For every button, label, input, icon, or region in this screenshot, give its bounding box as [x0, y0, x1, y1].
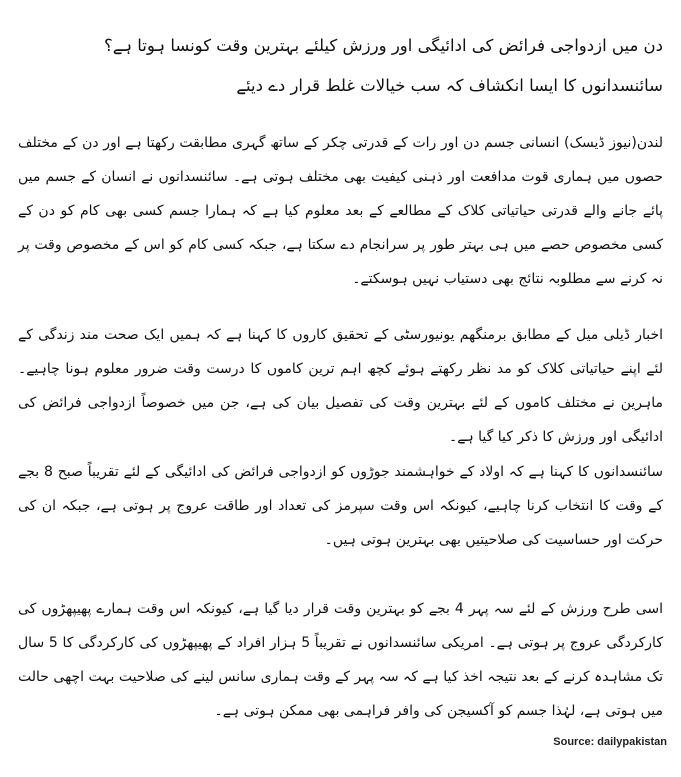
article-paragraph-3: سائنسدانوں کا کہنا ہے کہ اولاد کے خواہشمند جوڑوں کو ازدواجی فرائض کی ادائیگی کے لئے تقریباً صبح 8 بجے کے وقت کا انتخاب کرنا چاہیے، کیونکہ اس وقت سپرمز کی تعداد اور طاقت عروج پر ہوتی ہے، جبکہ ان کی حرکت اور حساسیت کی صلاحیتیں بھی بہترین ہوتی ہیں۔ [18, 464, 663, 548]
article-paragraph-1: لندن(نیوز ڈیسک) انسانی جسم دن اور رات کے قدرتی چکر کے ساتھ گہری مطابقت رکھتا ہے اور دن کے مختلف حصوں میں ہماری قوت مدافعت اور ذہنی کیفیت بھی مختلف ہوتی ہے۔ سائنسدانوں نے انسان کے جسم میں پائے جانے والے قدرتی حیاتیاتی کلاک کے مطالعے کے بعد معلوم کیا ہے کہ ہمارا جسم کسی بھی کام کو دن کے کسی مخصوص حصے میں ہی بہتر طور پر سرانجام دے سکتا ہے، جبکہ کسی کام کو اس کے مخصوص وقت پر نہ کرنے سے مطلوبہ نتائج بھی دستیاب نہیں ہوسکتے۔ [18, 135, 663, 287]
article-headline: دن میں ازدواجی فرائض کی ادائیگی اور ورزش کیلئے بہترین وقت کونسا ہوتا ہے؟ سائنسدانوں کا ایسا انکشاف کہ سب خیالات غلط قرار دے دیئے [103, 36, 663, 95]
source-credit: Source: dailypakistan [553, 736, 667, 748]
article-paragraph-2: اخبار ڈیلی میل کے مطابق برمنگھم یونیورسٹی کے تحقیق کاروں کا کہنا ہے کہ ہمیں ایک صحت مند زندگی کے لئے اپنے حیاتیاتی کلاک کو مد نظر رکھتے ہوئے کچھ اہم ترین کاموں کا درست وقت ضرور معلوم ہونا چاہیے۔ ماہرین نے مختلف کاموں کے لئے بہترین وقت کی تفصیل بیان کی ہے، جن میں خصوصاً ازدواجی فرائض کی ادائیگی اور ورزش کا ذکر کیا گیا ہے۔ [18, 327, 663, 445]
article-paragraph-4: اسی طرح ورزش کے لئے سہ پہر 4 بجے کو بہترین وقت قرار دیا گیا ہے، کیونکہ اس وقت ہمارے پھیپھڑوں کی کارکردگی عروج پر ہوتی ہے۔ امریکی سائنسدانوں نے تقریباً 5 ہزار افراد کے پھیپھڑوں کی کارکردگی کا 5 سال تک مشاہدہ کرنے کے بعد نتیجہ اخذ کیا ہے کہ سہ پہر کے وقت ہماری سانس لینے کی صلاحیت بہت اچھی حالت میں ہوتی ہے، لہٰذا جسم کو آکسیجن کی وافر فراہمی بھی ممکن ہوتی ہے۔ [18, 601, 663, 719]
